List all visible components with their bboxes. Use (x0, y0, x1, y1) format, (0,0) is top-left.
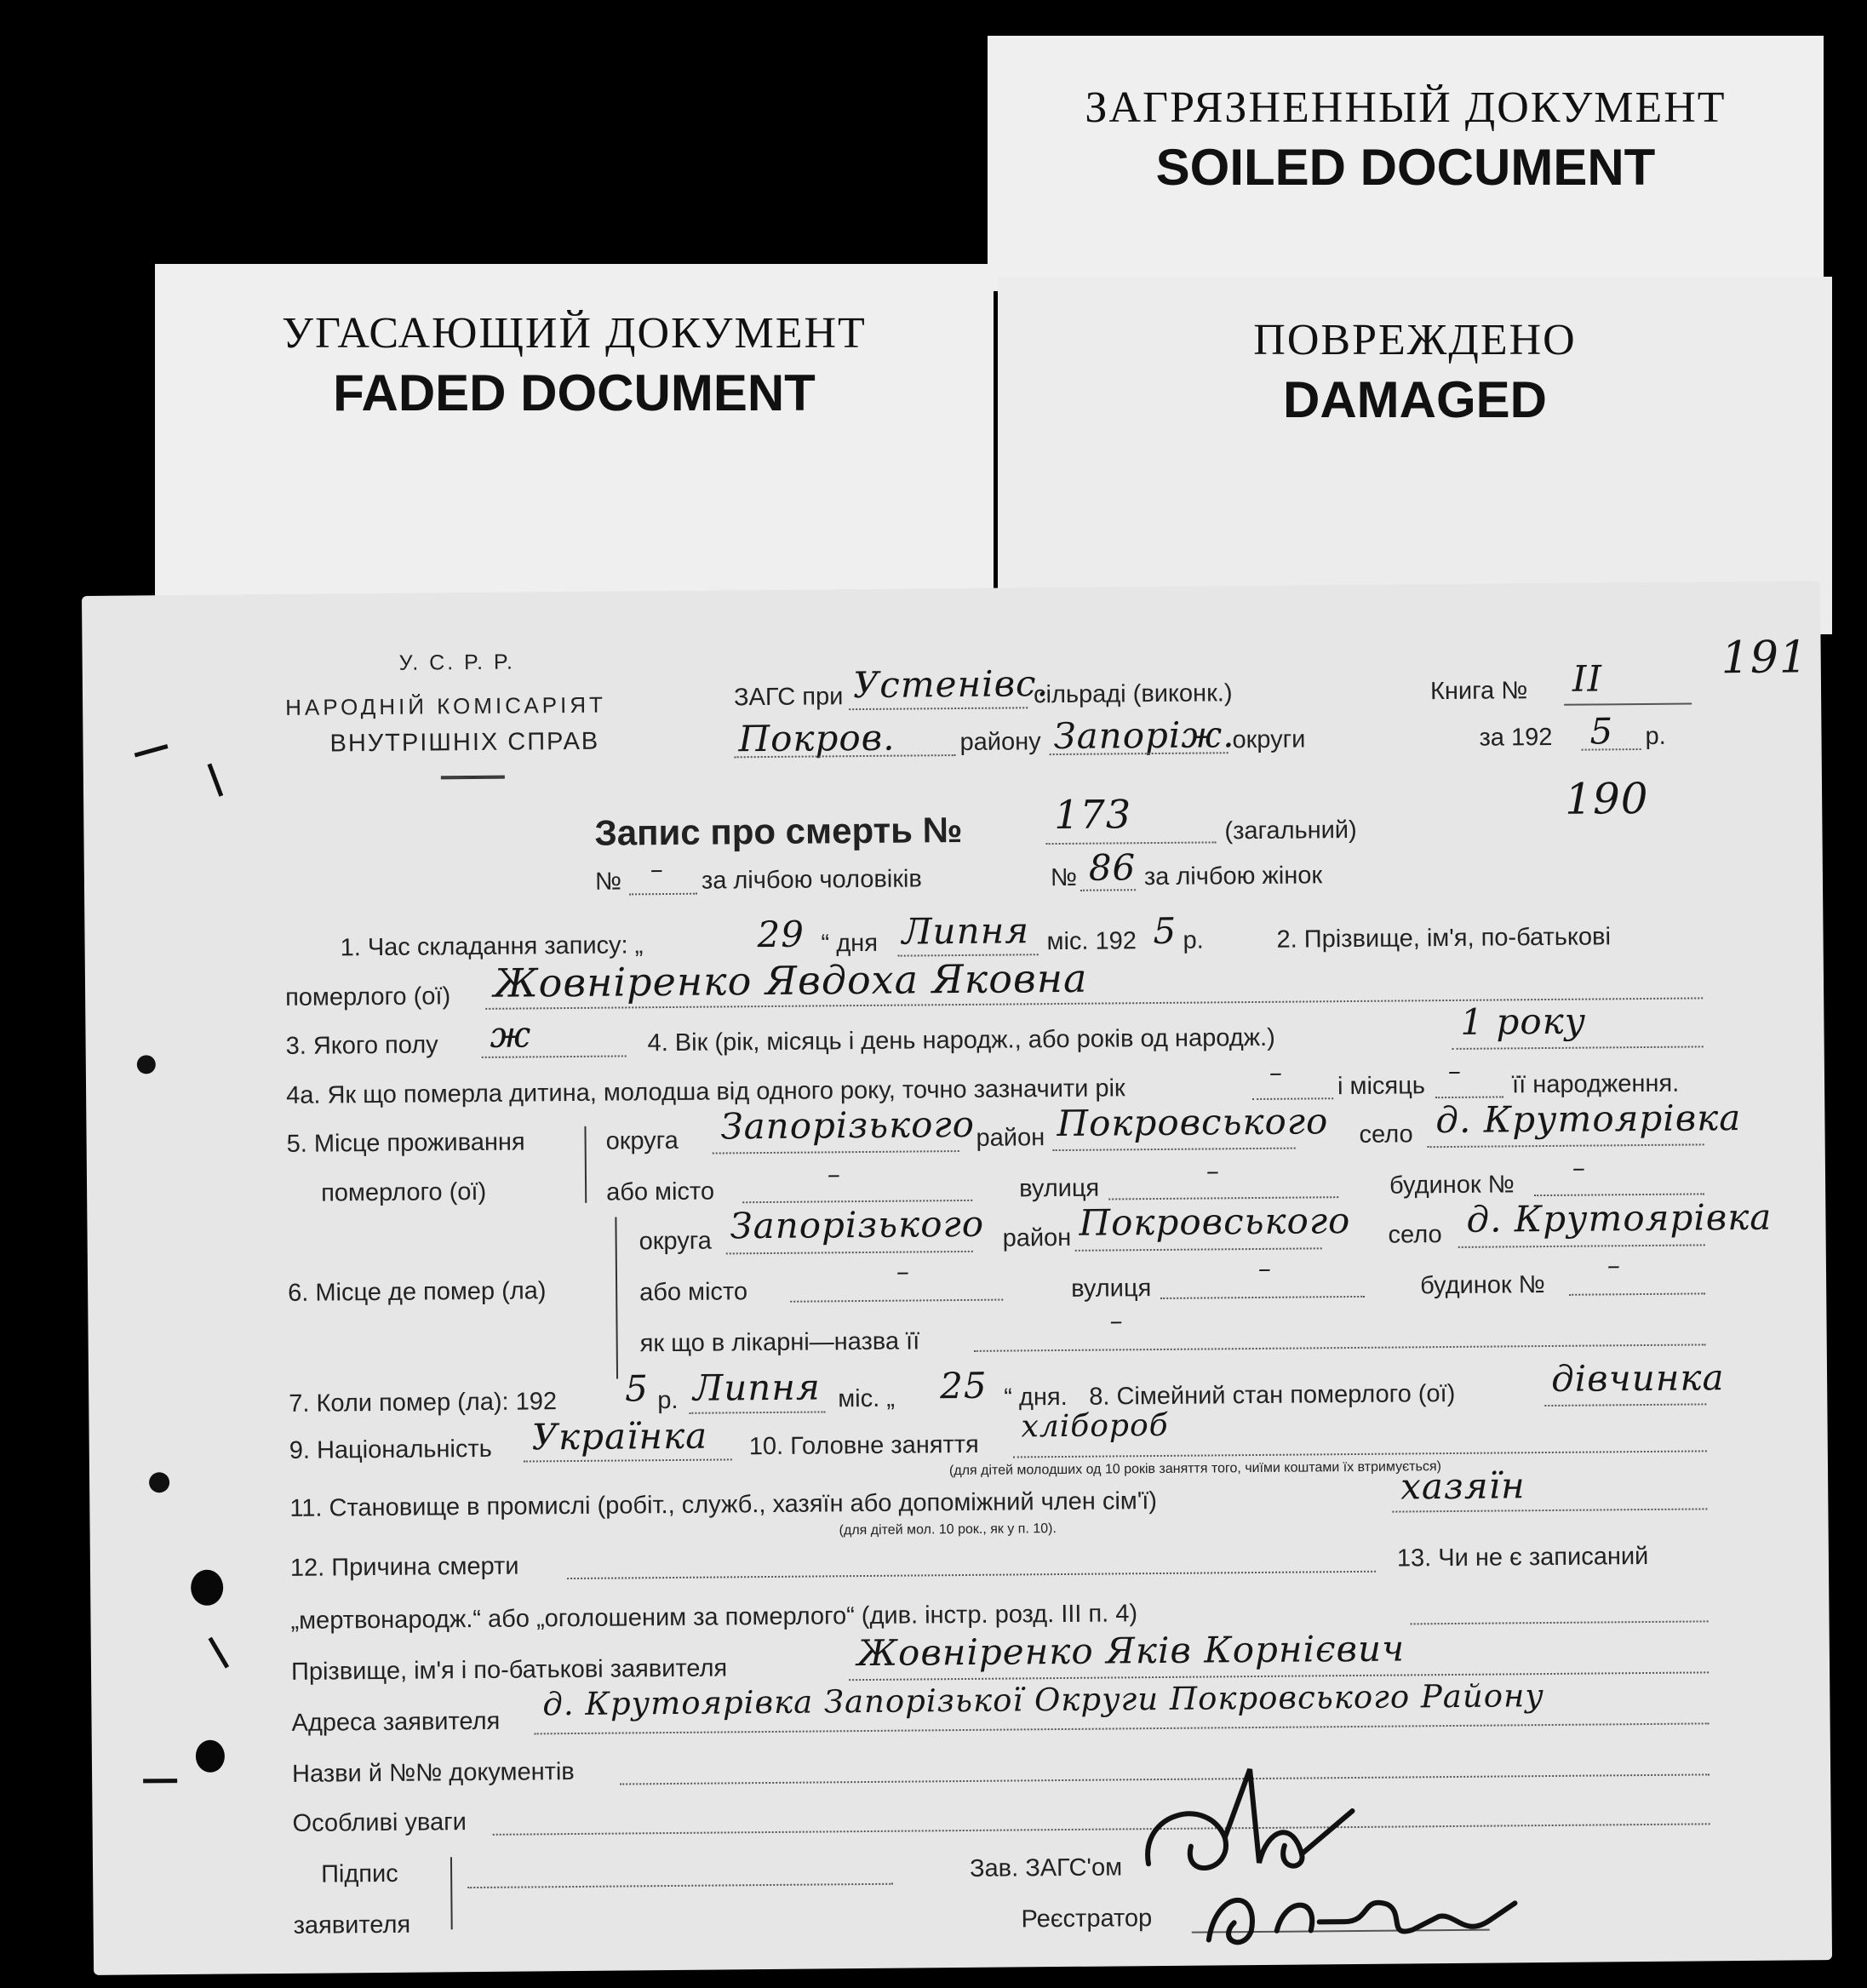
field-2-label: 2. Прізвище, ім'я, по-батькові (1276, 923, 1612, 954)
field-7-day: 25 (939, 1364, 988, 1407)
field-9-line (524, 1458, 732, 1462)
field-7-r: р. (657, 1386, 679, 1415)
applicant-label: Прізвище, ім'я і по-батькові заявителя (290, 1654, 728, 1686)
field-7-year: 5 (624, 1367, 650, 1410)
field-8-value: дівчинка (1550, 1356, 1725, 1400)
field-6-selo: д. Крутоярівка (1466, 1195, 1773, 1240)
damage-mark (143, 1779, 177, 1783)
punch-hole (196, 1740, 225, 1773)
faded-label-ru: УГАСАЮЩИЙ ДОКУМЕНТ (282, 309, 867, 358)
sign-bracket (450, 1857, 453, 1929)
field-10-line (1013, 1450, 1707, 1458)
field-5-budynok-line (1534, 1193, 1704, 1196)
field-1-month: Липня (902, 909, 1030, 953)
record-number-line (1046, 841, 1217, 845)
org-commissariat: НАРОДНІЙ КОМІСАРІЯТ (285, 691, 607, 720)
field-9-label: 9. Національність (289, 1435, 492, 1464)
field-3-line (482, 1055, 627, 1057)
alt-number: 190 (1564, 773, 1649, 824)
field-11-line (1392, 1508, 1707, 1512)
field-1-r: р. (1183, 926, 1204, 954)
field-1-day-suffix: “ дня (821, 929, 879, 958)
field-6-bracket (615, 1217, 618, 1379)
field-6-raion: Покровського (1079, 1200, 1351, 1244)
book-label: Книга № (1429, 677, 1528, 706)
field-11-label: 11. Становище в промислі (робіт., служб., хазяїн або допоміжний член сім'ї) (289, 1487, 1158, 1522)
men-value: – (650, 855, 664, 885)
field-1-label: 1. Час складання запису: „ (340, 931, 644, 962)
raion-value: Покров. (738, 716, 896, 760)
field-5-vulytsia-label: вулиця (1018, 1174, 1100, 1203)
council-label: сільраді (виконк.) (1033, 679, 1233, 709)
field-8-label: 8. Сімейний стан померлого (ої) (1089, 1379, 1456, 1411)
field-6-raion-line (1075, 1247, 1322, 1252)
header-divider (441, 776, 505, 780)
field-13-label: 13. Чи не є записаний (1396, 1542, 1649, 1573)
faded-label-en: FADED DOCUMENT (333, 364, 816, 421)
field-1-year: 5 (1153, 909, 1177, 953)
soiled-document-card (988, 36, 1824, 291)
field-4a-month-label: і місяць (1337, 1072, 1426, 1101)
field-5-selo-label: село (1359, 1120, 1413, 1149)
okruga-label: округи (1232, 725, 1306, 754)
damage-mark (135, 744, 169, 758)
damage-mark (137, 1055, 156, 1074)
field-5-raion-line (1053, 1148, 1296, 1151)
year-suffix: р. (1645, 722, 1666, 750)
org-ussr: У. С. Р. Р. (398, 650, 515, 675)
field-4a-end: її народження. (1511, 1069, 1680, 1099)
damaged-label-ru: ПОВРЕЖДЕНО (1253, 316, 1577, 364)
address-line (535, 1722, 1710, 1734)
zags-line (849, 707, 1028, 710)
damaged-label-en: DAMAGED (1283, 371, 1547, 428)
damage-mark (209, 1637, 230, 1669)
field-6-vulytsia-label: вулиця (1071, 1275, 1152, 1303)
field-9-value: Українка (531, 1414, 708, 1458)
men-label: за лічбою чоловіків (701, 865, 922, 895)
zags-label: ЗАГС при (733, 683, 844, 712)
book-value: II (1572, 657, 1603, 700)
field-5-budynok-label: будинок № (1389, 1171, 1515, 1200)
field-6-hospital: – (1109, 1306, 1124, 1337)
field-8-line (1544, 1403, 1706, 1406)
field-6-selo-label: село (1388, 1221, 1442, 1249)
zags-value: Устенівс. (852, 662, 1050, 707)
field-6-selo-line (1458, 1244, 1705, 1248)
address-label: Адреса заявителя (291, 1707, 501, 1737)
field-6-budynok-line (1569, 1292, 1705, 1295)
field-6-misto-label: або місто (639, 1278, 748, 1307)
field-6-budynok-label: будинок № (1419, 1271, 1545, 1300)
women-line (1080, 889, 1136, 891)
women-label: за лічбою жінок (1143, 862, 1323, 891)
field-7-month: Липня (692, 1366, 821, 1409)
field-2-label2: померлого (ої) (284, 983, 451, 1011)
address-value: д. Крутоярівка Запорізької Округи Покровського Району (542, 1677, 1545, 1723)
notes-label: Особливі уваги (292, 1808, 467, 1837)
field-5-label: 5. Місце проживання (286, 1128, 525, 1158)
field-5-okruga: Запорізького (720, 1103, 976, 1148)
field-6-budynok: – (1606, 1251, 1622, 1281)
field-4a-month: – (1447, 1056, 1463, 1087)
year-line (1582, 748, 1641, 751)
field-12-label: 12. Причина смерти (289, 1552, 519, 1582)
book-line (1564, 703, 1692, 706)
field-5-okruga-label: округа (605, 1126, 679, 1155)
field-4-line (1452, 1046, 1704, 1050)
field-2-value: Жовніренко Явдоха Яковна (493, 954, 1088, 1006)
org-internal-affairs: ВНУТРІШНІХ СПРАВ (329, 727, 600, 758)
field-6-vulytsia-line (1160, 1296, 1365, 1299)
women-prefix: № (1050, 863, 1078, 892)
women-value: 86 (1088, 846, 1137, 889)
damaged-document-card (998, 277, 1832, 634)
registrar-signature (1200, 1869, 1524, 1956)
field-11-value: хазяїн (1400, 1464, 1526, 1508)
field-3-label: 3. Якого полу (285, 1031, 438, 1060)
field-5-okruga-line (713, 1150, 959, 1154)
notes-line (493, 1823, 1710, 1835)
okruga-value: Запоріж. (1053, 713, 1235, 758)
field-10-label: 10. Головне заняття (748, 1430, 979, 1461)
field-6-hospital-line (974, 1343, 1706, 1352)
field-7-month-line (689, 1411, 825, 1413)
field-5-misto-label: або місто (605, 1177, 715, 1206)
applicant-value: Жовніренко Яків Корнієвич (856, 1627, 1406, 1675)
field-11-note: (для дітей мол. 10 рок., як у п. 10). (839, 1521, 1057, 1538)
field-12-line (567, 1571, 1376, 1579)
field-5-raion: Покровського (1057, 1100, 1329, 1145)
record-number: 173 (1054, 791, 1132, 839)
corner-number: 191 (1721, 632, 1809, 685)
year-value: 5 (1589, 710, 1614, 753)
record-title: Запис про смерть № (594, 809, 963, 853)
field-5-budynok: – (1572, 1153, 1587, 1183)
field-5-vulytsia: – (1206, 1156, 1221, 1187)
year-label: за 192 (1479, 723, 1553, 752)
soiled-label-ru: ЗАГРЯЗНЕННЫЙ ДОКУМЕНТ (1085, 83, 1727, 132)
field-6-okruga-line (726, 1251, 973, 1255)
field-13-line (1411, 1620, 1709, 1624)
head-label: Зав. ЗАГС'ом (969, 1853, 1123, 1882)
field-6-misto: – (896, 1257, 911, 1287)
punch-hole (191, 1570, 223, 1606)
raion-label: району (959, 728, 1041, 757)
field-5-label2: померлого (ої) (320, 1177, 487, 1207)
faded-document-card (155, 264, 994, 622)
field-6-okruga: Запорізького (730, 1202, 985, 1247)
field-6-okruga-label: округа (639, 1227, 712, 1256)
docs-label: Назви й №№ документів (291, 1758, 575, 1788)
field-5-selo: д. Крутоярівка (1435, 1097, 1742, 1142)
field-1-mis: міс. 192 (1046, 927, 1137, 956)
field-5-selo-line (1428, 1143, 1704, 1148)
soiled-label-en: SOILED DOCUMENT (1155, 139, 1656, 196)
field-6-vulytsia: – (1257, 1253, 1273, 1284)
field-6-hospital-label: як що в лікарні—назва її (639, 1327, 920, 1358)
record-general: (загальний) (1224, 816, 1357, 845)
sign-label2: заявителя (293, 1911, 411, 1939)
field-6-raion-label: район (1002, 1223, 1072, 1252)
damage-mark (208, 764, 224, 797)
field-6-misto-line (790, 1299, 1003, 1303)
field-3-value: ж (490, 1013, 532, 1056)
sign-line (467, 1883, 893, 1888)
field-6-label: 6. Місце де помер (ла) (288, 1277, 547, 1307)
field-4-value: 1 року (1460, 1000, 1587, 1043)
field-13-label2: „мертвонародж.“ або „оголошеним за померлого“ (див. інстр. розд. III п. 4) (290, 1600, 1138, 1635)
field-7-day-suffix: “ дня. (1004, 1383, 1068, 1412)
field-4a-label: 4а. Як що померла дитина, молодша від одного року, точно зазначити рік (285, 1074, 1125, 1109)
field-5-misto: – (827, 1160, 842, 1190)
field-5-bracket (584, 1126, 587, 1203)
field-10-note: (для дітей молодших од 10 років заняття того, чиїми коштами їх втримується) (948, 1459, 1441, 1479)
registrar-label: Реєстратор (1021, 1905, 1153, 1934)
death-record-form (82, 581, 1832, 1975)
men-line (629, 893, 697, 896)
field-1-day: 29 (757, 913, 805, 956)
field-7-mis: міс. „ (838, 1384, 896, 1413)
damage-mark (149, 1472, 169, 1492)
field-5-raion-label: район (976, 1124, 1045, 1152)
field-10-value: хлібороб (1021, 1407, 1169, 1445)
field-4a-year: – (1269, 1057, 1284, 1088)
field-4-label: 4. Вік (рік, місяць і день народж., або років од народж.) (647, 1023, 1275, 1057)
men-prefix: № (594, 868, 622, 896)
sign-label: Підпис (320, 1859, 398, 1888)
field-7-label: 7. Коли помер (ла): 192 (289, 1388, 558, 1418)
